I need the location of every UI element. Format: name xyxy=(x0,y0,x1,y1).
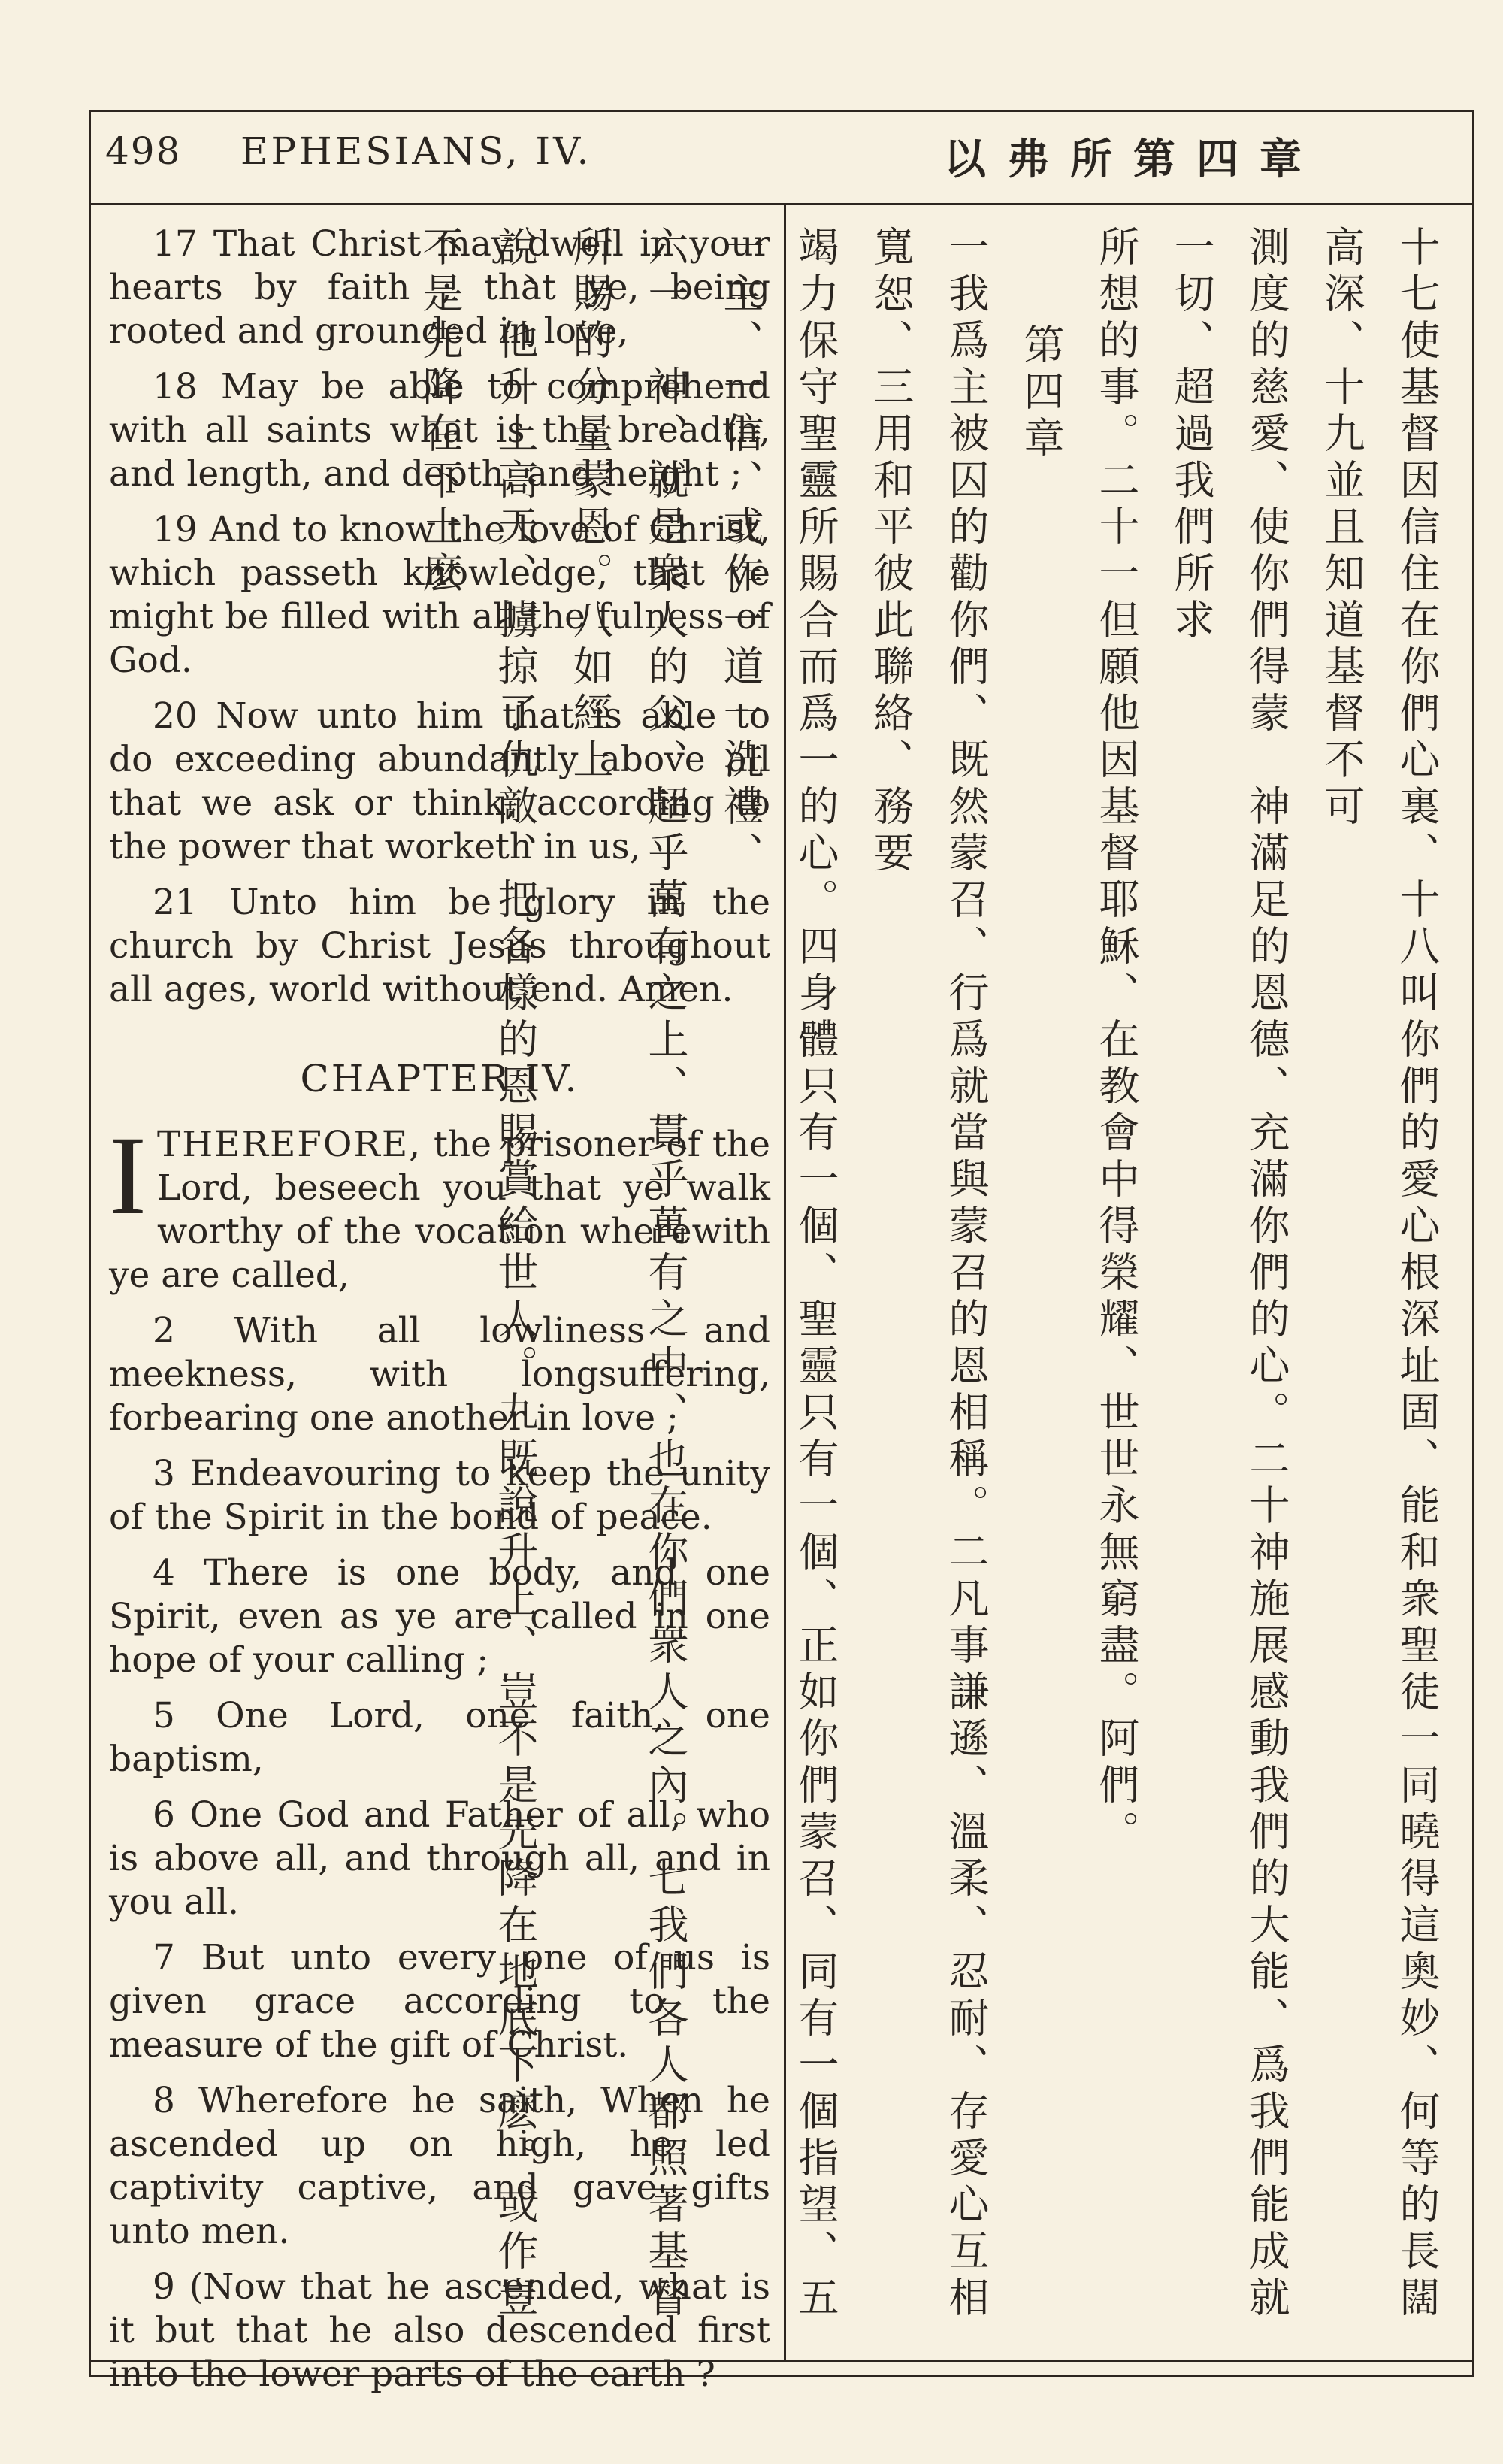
verse-19: 19 And to know the love of Christ, which passeth knowledge, that ye might be filled with all the fulness of God. xyxy=(109,509,770,681)
header-rule xyxy=(89,203,1472,205)
cjk-running-title: 以弗所第四章 xyxy=(944,135,1323,184)
verse-1-text: the prisoner of the Lord, beseech you that ye walk worthy of the vocation wherewith ye are called, xyxy=(109,1124,770,1296)
chinese-line-6: 六一 神、就是衆人的父、超乎萬有之上、貫乎萬有之中、也在你們衆人之內。七我們各人都照著基督所賜的分量蒙恩。八如經上 xyxy=(567,226,689,2323)
verse-21: 21 Unto him be glory in the church by Christ Jesus throughout all ages, world without end. Amen. xyxy=(109,882,770,1010)
verse-5: 5 One Lord, one faith, one baptism, xyxy=(109,1695,770,1780)
page-number: 498 xyxy=(105,129,182,173)
chinese-line-5: 竭力保守聖靈所賜合而爲一的心。四身體只有一個、聖靈只有一個、正如你們蒙召、同有一個指望、五一主、一信、或作一道一洗禮、 xyxy=(717,226,839,2323)
verse-20: 20 Now unto him that is able to do exceeding abundantly above all that we ask or think, according to the power that worketh in us, xyxy=(109,695,770,867)
drop-cap: I xyxy=(109,1113,147,1238)
verse-6: 6 One God and Father of all, who is above all, and through all, and in you all. xyxy=(109,1794,770,1923)
chinese-chapter-heading: 第四章 xyxy=(1018,323,1065,463)
chinese-line-3: 所想的事。二十一但願他因基督耶穌、在教會中得榮耀、世世永無窮盡。阿們。 xyxy=(1093,226,1140,1857)
verse-7: 7 But unto every one of us is given grace according to the measure of the gift of Christ. xyxy=(109,1937,770,2066)
chinese-line-7: 說、他升上高天、擄掠了仇敵、把各樣的恩賜賞給世人。九既說升上、豈不是先降在地底下麽。或作豈不是先降在下土麽 xyxy=(416,226,539,2323)
verse-17: 17 That Christ may dwell in your hearts by faith ; that ye, being rooted and grounded in love, xyxy=(109,223,770,352)
running-title: EPHESIANS, IV. xyxy=(240,129,592,173)
verse-2: 2 With all lowliness and meekness, with longsuffering, forbearing one another in love ; xyxy=(109,1310,770,1439)
verse-9: 9 (Now that he ascended, what is it but that he also descended first into the lower parts of the earth ? xyxy=(109,2266,770,2395)
chapter-heading: CHAPTER IV. xyxy=(300,1057,579,1100)
chinese-line-2: 測度的慈愛、使你們得蒙 神滿足的恩德、充滿你們的心。二十神施展感動我們的大能、爲我們能成就一切、超過我們所求 xyxy=(1168,226,1290,2323)
chinese-line-4: 一我爲主被囚的勸你們、既然蒙召、行爲就當與蒙召的恩相稱。二凡事謙遜、溫柔、忍耐、存愛心互相寬恕、三用和平彼此聯絡、務要 xyxy=(867,226,990,2323)
verse-8: 8 Wherefore he saith, When he ascended up on high, he led captivity captive, and gave gifts unto men. xyxy=(109,2080,770,2252)
chinese-line-1: 十七使基督因信住在你們心裏、十八叫你們的愛心根深址固、能和衆聖徒一同曉得這奧妙、何等的長闊高深、十九並且知道基督不可 xyxy=(1318,226,1441,2323)
verse-4: 4 There is one body, and one Spirit, even as ye are called in one hope of your calling ; xyxy=(109,1552,770,1681)
verse-1-smallcaps: THEREFORE, xyxy=(156,1124,422,1165)
verse-18: 18 May be able to comprehend with all saints what is the breadth, and length, and depth, and height ; xyxy=(109,366,770,495)
verse-3: 3 Endeavouring to keep the unity of the Spirit in the bond of peace. xyxy=(109,1453,770,1538)
